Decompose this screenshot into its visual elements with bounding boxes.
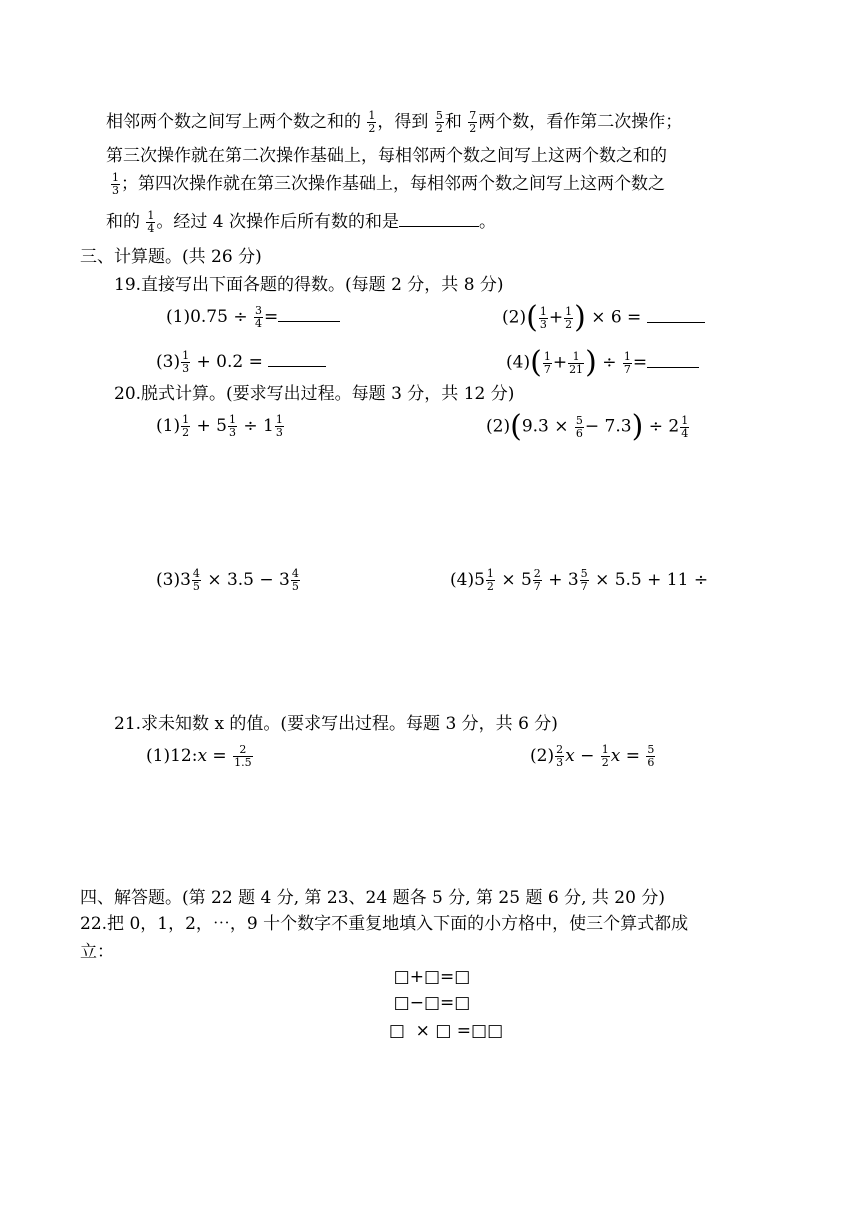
section4-heading: 四、解答题。(第 22 题 4 分, 第 23、24 题各 5 分, 第 25 题 6 分, 共 20 分)	[80, 888, 665, 908]
denominator: 7	[543, 362, 551, 376]
section3-heading: 三、计算题。(共 26 分)	[80, 247, 262, 267]
expr-text: × 3.5 − 3	[207, 570, 290, 590]
expr-text: (1)	[156, 416, 181, 436]
fraction	[564, 306, 573, 331]
q19-title: 19.直接写出下面各题的得数。(每题 2 分，共 8 分)	[114, 275, 504, 295]
numerator: 1	[112, 171, 119, 184]
q19-1	[166, 303, 340, 330]
q18-text: 。	[479, 212, 497, 232]
q21-title: 21.求未知数 x 的值。(要求写出过程。每题 3 分，共 6 分)	[114, 714, 558, 734]
expr-text: (4)5	[450, 570, 485, 590]
fraction	[291, 568, 300, 593]
denominator: 2	[565, 317, 573, 331]
expr-text: =	[632, 352, 648, 373]
fraction	[533, 568, 542, 593]
numerator: 1	[568, 351, 584, 364]
q18-line3	[110, 172, 665, 197]
expr-text: (1)0.75 ÷	[166, 307, 248, 327]
numerator: 1	[681, 413, 689, 427]
expr-text: + 5	[196, 416, 227, 436]
q19-2	[502, 300, 705, 335]
q18-text: ，得到	[377, 112, 429, 132]
q20-4	[450, 568, 708, 593]
equation-add: □+□=□	[393, 967, 471, 987]
equation-subtract: □−□=□	[393, 993, 471, 1013]
q18-text: 和的	[106, 212, 140, 232]
denominator: 3	[275, 426, 283, 439]
fraction	[181, 414, 190, 439]
expr-text: 𝑥 −	[565, 746, 595, 766]
q20-2	[486, 409, 690, 444]
expr-text: (1)12:𝑥 =	[146, 746, 227, 766]
numerator: 1	[182, 349, 190, 362]
numerator: 1	[539, 304, 547, 318]
expr-text: + 3	[548, 570, 579, 590]
expr-text: +	[548, 307, 564, 328]
q18-text: 。经过 4 次操作后所有数的和是	[156, 212, 400, 232]
fraction	[623, 351, 632, 376]
q20-3	[156, 568, 301, 593]
fraction	[192, 568, 201, 593]
fraction	[580, 568, 589, 593]
numerator: 5	[435, 109, 443, 122]
fraction	[468, 110, 477, 135]
denominator: 5	[291, 580, 299, 593]
fraction	[568, 351, 584, 376]
denominator: 3	[182, 362, 190, 375]
expr-text: 9.3 ×	[521, 416, 569, 437]
q19-3	[156, 348, 326, 375]
denominator: 21	[569, 362, 584, 376]
expr-text: =	[264, 307, 279, 327]
left-paren: (	[530, 345, 542, 380]
numerator: 1	[368, 109, 376, 122]
expr-text: × 5	[501, 570, 532, 590]
expr-text: (2)	[486, 416, 511, 437]
fraction	[254, 305, 263, 330]
expr-text: − 7.3	[584, 416, 632, 437]
denominator: 7	[580, 580, 588, 593]
q21-2	[530, 744, 656, 769]
expr-text: +	[552, 352, 568, 373]
q18-line2: 第三次操作就在第二次操作基础上，每相邻两个数之间写上这两个数之和的	[106, 146, 667, 166]
q18-text: 两个数，看作第二次操作；	[478, 112, 683, 132]
denominator: 2	[368, 122, 376, 135]
answer-blank[interactable]	[647, 304, 705, 323]
denominator: 2	[182, 426, 190, 439]
numerator: 2	[556, 743, 564, 756]
answer-blank[interactable]	[278, 303, 340, 322]
denominator: 3	[228, 426, 236, 439]
denominator: 7	[533, 580, 541, 593]
q22-line2: 立：	[80, 942, 114, 962]
expr-text: (4)	[506, 352, 531, 373]
numerator: 5	[580, 567, 588, 580]
q22-line1: 22.把 0，1，2，⋯，9 十个数字不重复地填入下面的小方格中，使三个算式都成	[80, 914, 689, 934]
fraction	[146, 210, 155, 235]
numerator: 1	[182, 413, 190, 426]
numerator: 3	[255, 304, 262, 317]
numerator: 1	[565, 304, 573, 318]
denominator: 4	[255, 317, 262, 330]
denominator: 6	[575, 426, 583, 440]
denominator: 7	[623, 362, 631, 376]
expr-text: 𝑥 =	[610, 746, 640, 766]
denominator: 3	[112, 184, 119, 197]
numerator: 4	[291, 567, 299, 580]
left-paren: (	[526, 300, 538, 335]
answer-blank[interactable]	[647, 349, 699, 368]
numerator: 1	[601, 743, 609, 756]
expr-text: (3)	[156, 352, 181, 372]
q20-title: 20.脱式计算。(要求写出过程。每题 3 分，共 12 分)	[114, 384, 515, 404]
denominator: 4	[147, 222, 155, 235]
q18-text: 和	[444, 112, 462, 132]
equation-multiply: □ × □ =□□	[388, 1021, 504, 1041]
numerator: 7	[469, 109, 477, 122]
fraction	[680, 415, 689, 440]
right-paren: )	[574, 300, 586, 335]
numerator: 1	[147, 209, 155, 222]
expr-text: (3)3	[156, 570, 191, 590]
fraction	[435, 110, 444, 135]
denominator: 3	[556, 756, 564, 769]
denominator: 5	[192, 580, 200, 593]
numerator: 5	[575, 413, 583, 427]
numerator: 1	[486, 567, 494, 580]
expr-text: ÷ 2	[648, 416, 680, 437]
q18-line1	[106, 110, 682, 135]
numerator: 2	[533, 567, 541, 580]
fraction	[486, 568, 495, 593]
left-paren: (	[510, 409, 522, 444]
fraction	[181, 350, 190, 375]
fraction	[646, 744, 655, 769]
numerator: 2	[233, 744, 253, 757]
fraction	[367, 110, 376, 135]
numerator: 5	[647, 743, 655, 756]
denominator: 6	[647, 756, 655, 769]
q19-4	[506, 345, 699, 380]
fraction	[601, 744, 610, 769]
fraction	[228, 414, 237, 439]
q20-1	[156, 414, 285, 439]
denominator: 2	[435, 122, 443, 135]
answer-blank[interactable]	[399, 208, 479, 227]
numerator: 1	[275, 413, 283, 426]
expr-text: (2)	[502, 307, 527, 328]
numerator: 1	[623, 349, 631, 363]
denominator: 4	[681, 426, 689, 440]
denominator: 2	[486, 580, 494, 593]
fraction	[543, 351, 552, 376]
fraction	[233, 744, 253, 769]
answer-blank[interactable]	[268, 348, 326, 367]
denominator: 1.5	[234, 756, 252, 769]
denominator: 2	[469, 122, 477, 135]
numerator: 1	[543, 349, 551, 363]
q18-text: ；第四次操作就在第三次操作基础上，每相邻两个数之间写上这两个数之	[121, 174, 665, 194]
expr-text: ÷ 1	[243, 416, 274, 436]
expr-text: ÷	[602, 352, 617, 373]
q18-line4	[106, 208, 496, 235]
numerator: 1	[228, 413, 236, 426]
expr-text: + 0.2 =	[196, 352, 263, 372]
right-paren: )	[585, 345, 597, 380]
denominator: 3	[539, 317, 547, 331]
numerator: 4	[192, 567, 200, 580]
fraction	[555, 744, 564, 769]
q18-text: 相邻两个数之间写上两个数之和的	[106, 112, 361, 132]
denominator: 2	[601, 756, 609, 769]
expr-text: × 5.5 + 11 ÷	[595, 570, 709, 590]
fraction	[111, 172, 120, 197]
expr-text: (2)	[530, 746, 555, 766]
fraction	[539, 306, 548, 331]
q21-1	[146, 744, 254, 769]
fraction	[575, 415, 584, 440]
right-paren: )	[631, 409, 644, 444]
expr-text: × 6 =	[591, 307, 642, 328]
fraction	[275, 414, 284, 439]
